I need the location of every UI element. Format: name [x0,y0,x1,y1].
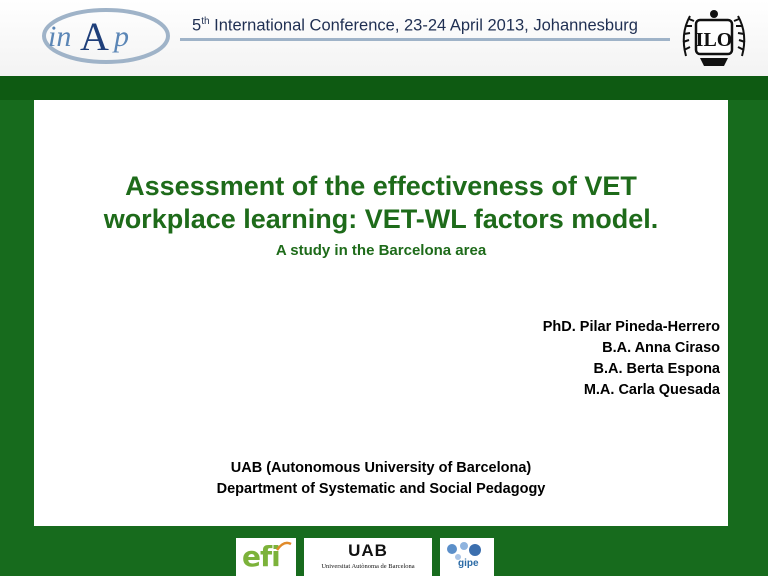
slide-header [0,0,768,76]
slide-subtitle: A study in the Barcelona area [275,242,487,259]
conference-text: International Conference, 23-24 April 2013, Johannesburg [214,16,638,35]
svg-text:ILO: ILO [695,29,733,51]
author-item: B.A. Anna Ciraso [602,340,720,356]
author-list [543,317,720,401]
uab-logo [304,538,432,576]
conference-ordinal: 5 [192,16,202,35]
author-item: M.A. Carla Quesada [583,382,720,398]
slide-content-panel [34,100,728,526]
conference-ordinal-suffix: th [201,16,210,27]
svg-text:in: in [48,20,72,53]
author-item: B.A. Berta Espona [593,361,720,377]
gipe-dots-icon [444,540,490,560]
green-stripe [0,76,768,100]
affiliation-line-2: Department of Systematic and Social Pedagogy [216,481,546,497]
gipe-logo [440,538,494,576]
efi-logo [236,538,296,576]
ilo-logo-icon [676,4,752,72]
gipe-logo-text: gipe [458,558,479,569]
conference-title [192,16,638,36]
svg-text:p: p [114,20,129,53]
header-rule [180,38,670,41]
affiliation-line-1: UAB (Autonomous University of Barcelona) [230,460,532,476]
efi-swoosh-icon [276,540,292,552]
uab-logo-subtitle: Universitat Autònoma de Barcelona [321,563,415,570]
uab-logo-text: UAB [348,541,388,560]
slide-title [34,170,728,236]
slide-title-line-1: Assessment of the effectiveness of VET [125,171,637,201]
slide-title-line-2: workplace learning: VET-WL factors model. [103,204,659,234]
affiliation [34,458,728,500]
author-item: PhD. Pilar Pineda-Herrero [542,319,720,335]
inap-logo-icon [40,6,170,64]
efi-logo-text: efi [242,540,280,573]
svg-text:A: A [80,14,109,59]
